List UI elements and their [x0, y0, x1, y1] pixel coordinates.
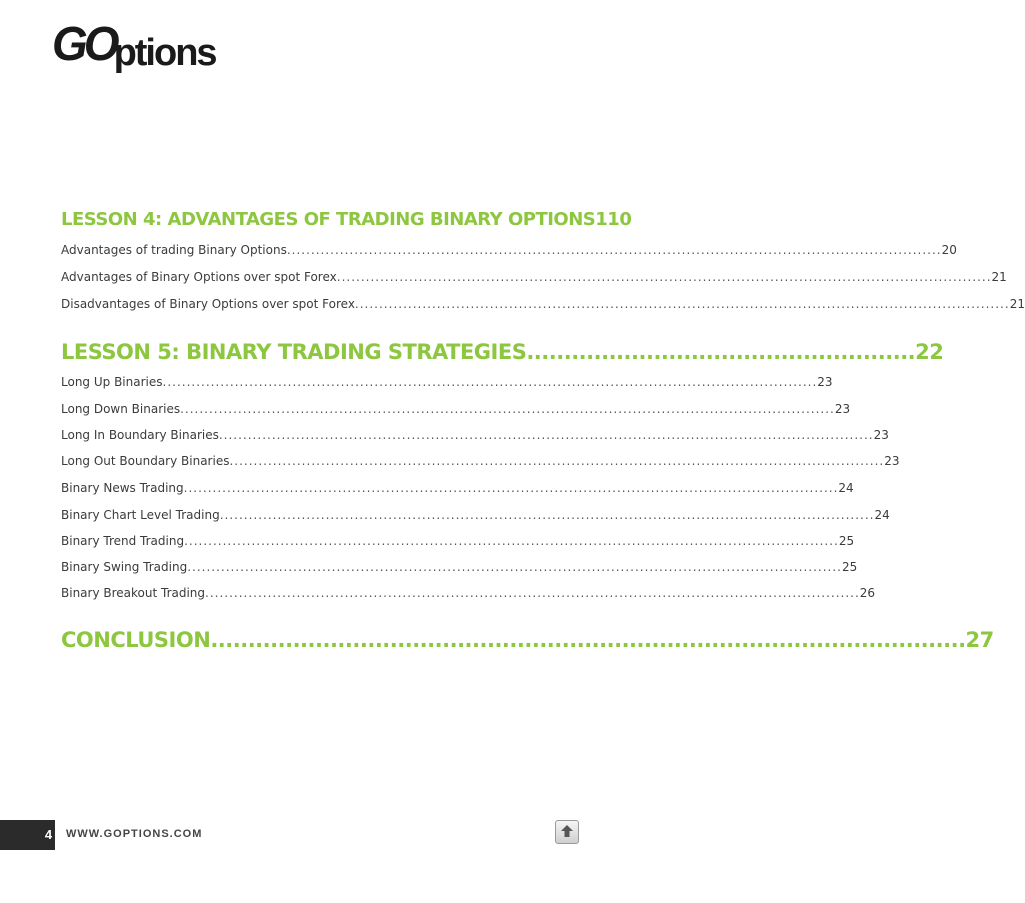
toc-entry[interactable] — [61, 560, 858, 574]
toc-heading-title: CONCLUSION — [61, 628, 211, 652]
scroll-to-top-button[interactable] — [555, 820, 579, 844]
toc-entry-leader: ........................................................................................................................................ — [229, 454, 885, 468]
toc-entry-page: 26 — [859, 586, 876, 600]
toc-heading-page: 22 — [915, 340, 944, 364]
toc-entry-title: Advantages of trading Binary Options — [61, 243, 287, 257]
toc-entry-page: 24 — [874, 508, 890, 522]
toc-entry-page: 21 — [991, 270, 1007, 284]
toc-heading-lesson-5[interactable] — [61, 334, 944, 364]
toc-entry-title: Binary Breakout Trading — [61, 586, 206, 600]
toc-entry[interactable] — [61, 586, 876, 600]
toc-entry[interactable] — [61, 270, 1007, 284]
toc-entry-leader: ........................................................................................................................................ — [354, 297, 1010, 311]
toc-entry[interactable] — [61, 454, 900, 468]
toc-entry-page: 23 — [884, 454, 900, 468]
toc-entry-leader: ........................................................................................................................................ — [218, 428, 874, 442]
toc-entry[interactable] — [61, 375, 833, 389]
toc-entry-title: Long In Boundary Binaries — [61, 428, 219, 442]
toc-entry-leader: ........................................................................................................................................ — [162, 375, 818, 389]
toc-entry[interactable] — [61, 402, 851, 416]
up-arrow-icon — [560, 823, 574, 842]
footer-page-number: 4 — [44, 827, 53, 842]
toc-entry-leader: ........................................................................................................................................ — [336, 270, 992, 284]
toc-entry-leader: ........................................................................................................................................ — [184, 534, 839, 548]
logo-go: GO — [52, 15, 116, 71]
toc-entry[interactable] — [61, 534, 855, 548]
toc-entry-title: Disadvantages of Binary Options over spot Forex — [61, 297, 355, 311]
toc-entry-leader: ........................................................................................................................................ — [183, 481, 839, 495]
toc-entry-page: 23 — [817, 375, 833, 389]
footer-website-link[interactable]: WWW.GOPTIONS.COM — [66, 828, 203, 840]
toc-heading-lesson-4[interactable] — [61, 204, 632, 230]
toc-entry-page: 25 — [838, 534, 855, 548]
toc-heading-leader: ..................................................................................................... — [210, 628, 966, 652]
toc-entry-title: Binary Swing Trading — [61, 560, 188, 574]
toc-heading-title: LESSON 4: ADVANTAGES OF TRADING BINARY OPTIONS — [61, 209, 596, 230]
toc-heading-page: 110 — [595, 209, 632, 230]
toc-heading-leader: .................................................... — [526, 340, 916, 364]
toc-heading-page: 27 — [965, 628, 994, 652]
toc-entry-page: 20 — [941, 243, 957, 257]
toc-entry-leader: ........................................................................................................................................ — [219, 508, 875, 522]
toc-heading-title: LESSON 5: BINARY TRADING STRATEGIES — [61, 340, 527, 364]
toc-entry-leader: ........................................................................................................................................ — [205, 586, 860, 600]
toc-entry-page: 23 — [834, 402, 851, 416]
toc-entry-title: Binary News Trading — [61, 481, 184, 495]
toc-entry-leader: ........................................................................................................................................ — [187, 560, 842, 574]
toc-entry-leader: ........................................................................................................................................ — [286, 243, 942, 257]
toc-heading-conclusion[interactable] — [61, 622, 994, 652]
goptions-logo — [52, 15, 216, 76]
toc-entry[interactable] — [61, 428, 889, 442]
toc-entry-title: Long Out Boundary Binaries — [61, 454, 230, 468]
toc-entry[interactable] — [61, 481, 854, 495]
toc-entry-title: Advantages of Binary Options over spot Forex — [61, 270, 337, 284]
toc-entry-page: 25 — [841, 560, 858, 574]
toc-entry-title: Binary Chart Level Trading — [61, 508, 220, 522]
toc-entry-page: 24 — [838, 481, 854, 495]
toc-entry[interactable] — [61, 508, 890, 522]
toc-entry-page: 21 — [1009, 297, 1025, 311]
logo-rest: ptions — [113, 32, 216, 74]
toc-entry-page: 23 — [873, 428, 889, 442]
toc-entry-title: Long Down Binaries — [61, 402, 181, 416]
toc-entry[interactable] — [61, 297, 1025, 311]
toc-entry-title: Binary Trend Trading — [61, 534, 185, 548]
toc-entry-leader: ........................................................................................................................................ — [180, 402, 835, 416]
toc-entry-title: Long Up Binaries — [61, 375, 163, 389]
toc-entry[interactable] — [61, 243, 957, 257]
